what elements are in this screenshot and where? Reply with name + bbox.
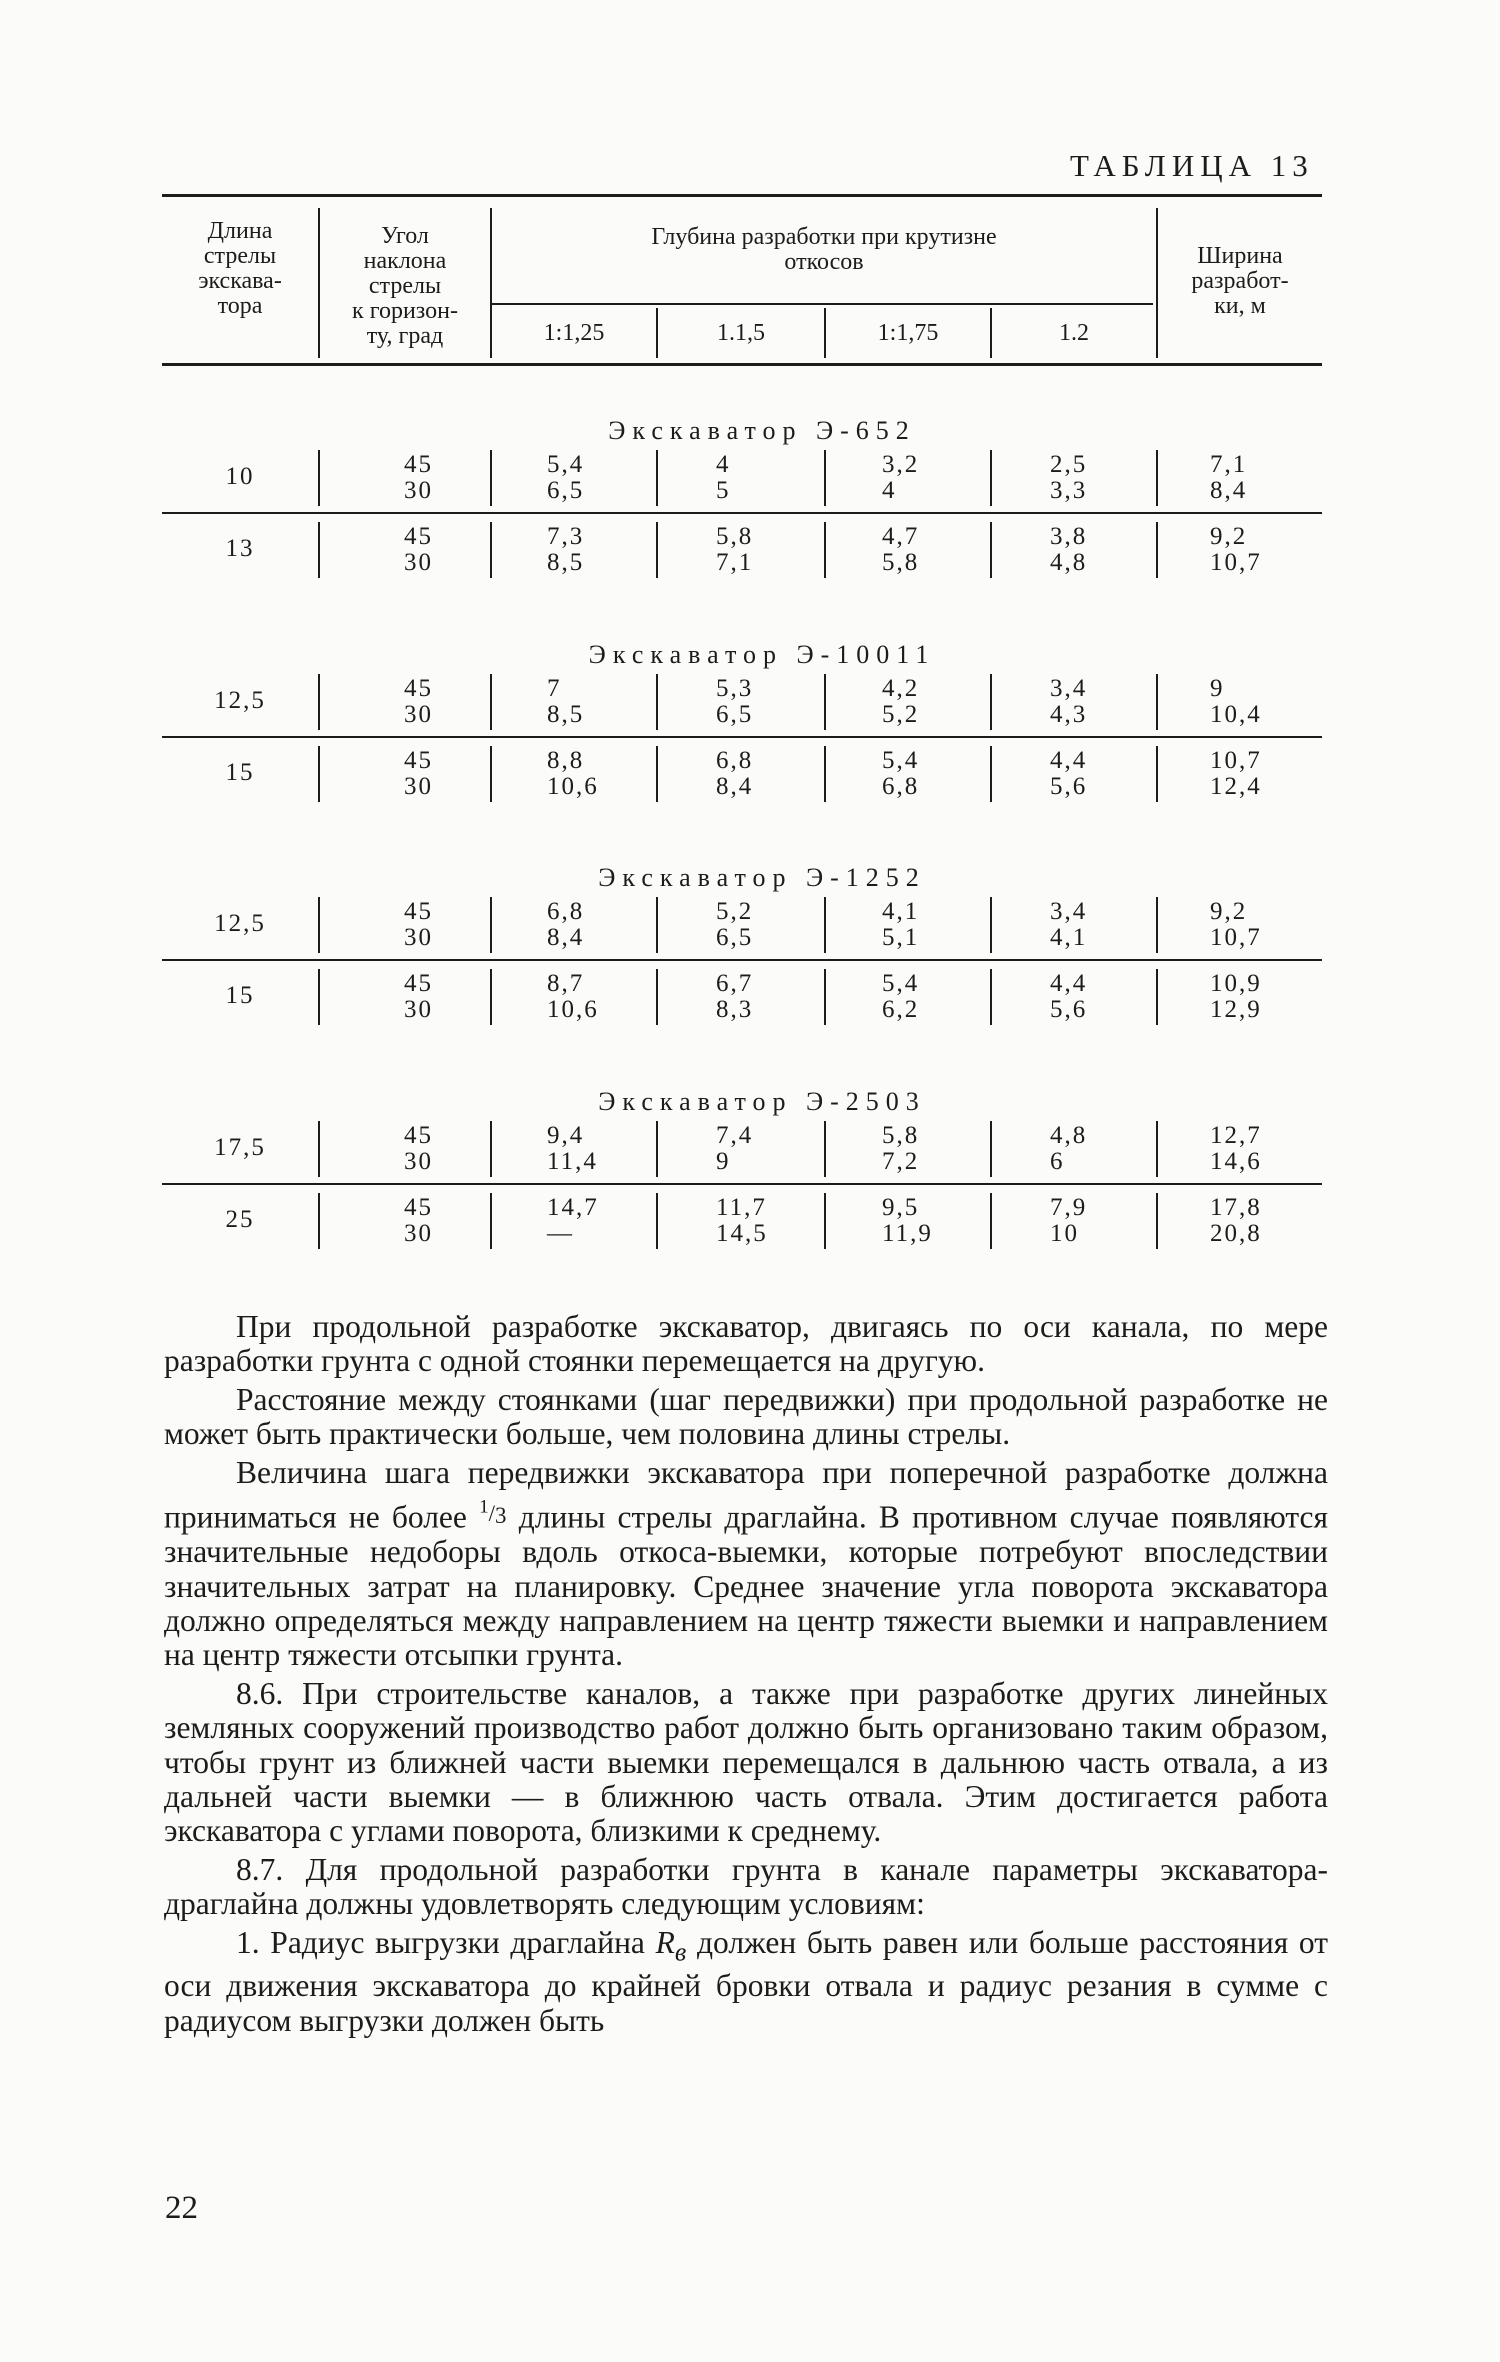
cell-divider [824,969,826,1025]
cell-boom: 15 [225,759,255,786]
cell-d1 [547,524,584,576]
cell-divider [990,897,992,953]
paragraph-8-6: 8.6. При строительстве каналов, а также при разработке других линейных земляных сооружений производство работ должно быть организовано таким образом, чтобы грунт из ближней части выемки перемещался в дальнюю часть отвала, а из дальней части выемки — в ближнюю часть отвала. Этим достигается работа экскаватора с углами поворота, близкими к среднему. [164,1675,1328,1849]
cell-value: 9,2 [1210,523,1248,550]
paragraph-condition-1 [164,1926,1328,2039]
cell-value: — [547,1220,574,1247]
cell-divider [318,1193,320,1249]
cell-value: 10 [1050,1220,1079,1247]
cell-width [1210,524,1262,576]
section-title: Экскаватор Э-2503 [598,1087,926,1116]
cell-divider [318,522,320,578]
cell-value: 6,7 [716,970,754,997]
cell-d1 [547,1123,598,1175]
cell-value: 5,6 [1050,773,1088,800]
cell-value: 30 [404,996,433,1023]
cell-angles [404,971,433,1023]
cell-value: 8,8 [547,747,585,774]
cell-d1 [547,676,584,728]
header-slope-1: 1:1,25 [543,319,605,346]
cell-divider [990,522,992,578]
cell-divider [490,1121,492,1177]
table-row [162,748,1322,800]
cell-value: 9,4 [547,1122,585,1149]
cell-value: 14,7 [547,1194,599,1221]
cell-value: 6,8 [882,773,920,800]
cell-divider [656,1121,658,1177]
cell-value: 7,9 [1050,1194,1088,1221]
paragraph-text: Величина шага передвижки экскаватора при поперечной разработке должна приниматься не более [164,1454,1328,1535]
row-separator [162,959,1322,961]
cell-value: 4,8 [1050,549,1088,576]
header-line: ту, град [366,322,444,349]
cell-divider [656,897,658,953]
cell-value: 30 [404,477,433,504]
cell-width [1210,748,1262,800]
cell-value: 11,9 [882,1220,933,1247]
cell-divider [490,450,492,506]
cell-value: 9,2 [1210,898,1248,925]
cell-divider [824,1193,826,1249]
cell-value: 45 [404,898,433,925]
cell-angles [404,899,433,951]
row-separator [162,1183,1322,1185]
cell-d4 [1050,524,1087,576]
cell-d4 [1050,971,1087,1023]
cell-value: 30 [404,549,433,576]
cell-value: 12,4 [1210,773,1262,800]
cell-value: 30 [404,701,433,728]
table-row [162,452,1322,504]
cell-boom: 15 [225,982,255,1009]
cell-d2 [716,676,753,728]
section-title: Экскаватор Э-1252 [598,863,926,892]
cell-d1 [547,971,599,1023]
cell-value: 4,1 [882,898,920,925]
cell-value: 12,7 [1210,1122,1262,1149]
cell-value: 30 [404,1220,433,1247]
cell-boom: 13 [225,535,255,562]
section-title: Экскаватор Э-652 [608,416,916,445]
cell-d1 [547,1195,599,1247]
header-width [1158,236,1322,326]
header-line: Глубина разработки при крутизне [651,224,997,250]
cell-value: 10,4 [1210,701,1262,728]
cell-value: 5,4 [547,451,585,478]
cell-value: 7 [547,675,562,702]
cell-value: 3,3 [1050,477,1088,504]
cell-value: 5,4 [882,747,920,774]
cell-value: 45 [404,523,433,550]
cell-divider [490,746,492,802]
fraction-one-third: 1/3 [479,1496,507,1528]
cell-angles [404,524,433,576]
cell-value: 7,3 [547,523,585,550]
cell-value: 8,4 [716,773,754,800]
cell-d3 [882,748,919,800]
cell-divider [656,674,658,730]
cell-d2 [716,748,753,800]
cell-value: 5,1 [882,924,920,951]
table-top-rule [162,194,1322,197]
cell-value: 10,6 [547,773,599,800]
cell-value: 4,2 [882,675,920,702]
cell-divider [824,1121,826,1177]
cell-divider [990,746,992,802]
cell-divider [990,674,992,730]
header-boom-angle [320,212,490,360]
header-line: разработ- [1191,267,1289,294]
cell-divider [990,450,992,506]
cell-value: 5,2 [882,701,920,728]
cell-boom: 10 [225,463,255,490]
cell-width [1210,971,1262,1023]
cell-value: 4 [882,477,897,504]
cell-angles [404,1195,433,1247]
cell-d2 [716,1195,768,1247]
cell-divider [1156,746,1158,802]
cell-value: 5,4 [882,970,920,997]
cell-value: 3,2 [882,451,920,478]
cell-boom: 25 [225,1206,255,1233]
table-row [162,676,1322,728]
variable-letter: R [655,1924,675,1960]
cell-divider [990,1193,992,1249]
cell-value: 45 [404,675,433,702]
cell-value: 6,5 [716,701,754,728]
paragraph-8-7: 8.7. Для продольной разработки грунта в канале параметры экскаватора-драглайна должны удовлетворять следующим условиям: [164,1851,1328,1922]
cell-divider [1156,897,1158,953]
cell-value: 4,3 [1050,701,1088,728]
cell-divider [318,1121,320,1177]
cell-width [1210,899,1262,951]
header-depth-group [492,220,1156,280]
cell-d3 [882,1195,933,1247]
cell-value: 7,2 [882,1148,920,1175]
cell-divider [824,897,826,953]
cell-boom: 12,5 [214,910,266,937]
cell-value: 8,5 [547,549,585,576]
fraction-denominator: 3 [495,1502,507,1528]
cell-d3 [882,899,919,951]
table-row [162,1195,1322,1247]
cell-value: 3,8 [1050,523,1088,550]
cell-divider [1156,969,1158,1025]
cell-d2 [716,971,753,1023]
cell-divider [318,897,320,953]
cell-width [1210,452,1247,504]
cell-divider [656,969,658,1025]
cell-divider [318,746,320,802]
cell-d3 [882,524,919,576]
cell-value: 4,7 [882,523,920,550]
cell-value: 6,8 [547,898,585,925]
cell-d2 [716,452,731,504]
table-caption: ТАБЛИЦА 13 [1070,148,1314,183]
cell-value: 20,8 [1210,1220,1262,1247]
header-line: к горизон- [352,297,458,324]
cell-divider [490,522,492,578]
cell-value: 11,4 [547,1148,598,1175]
cell-d4 [1050,676,1087,728]
cell-value: 9 [1210,675,1225,702]
cell-divider [824,746,826,802]
cell-d4 [1050,1123,1087,1175]
cell-d4 [1050,899,1087,951]
cell-divider [656,450,658,506]
header-boom-length [162,214,318,324]
cell-value: 45 [404,970,433,997]
cell-divider [990,969,992,1025]
cell-value: 4,8 [1050,1122,1088,1149]
cell-value: 7,1 [716,549,754,576]
paragraph: Расстояние между стоянками (шаг передвижки) при продольной разработке не может быть практически больше, чем половина длины стрелы. [164,1381,1328,1452]
header-line: наклона [363,247,447,274]
cell-angles [404,452,433,504]
header-subrule [492,303,1153,305]
row-separator [162,512,1322,514]
cell-divider [1156,522,1158,578]
header-line: Ширина [1197,242,1283,269]
cell-value: 9,5 [882,1194,920,1221]
cell-divider [824,450,826,506]
header-line: ки, м [1214,292,1266,319]
cell-value: 12,9 [1210,996,1262,1023]
cell-value: 6,2 [882,996,920,1023]
cell-value: 7,4 [716,1122,754,1149]
paragraph [164,1456,1328,1673]
cell-divider [490,674,492,730]
fraction-numerator: 1 [479,1496,489,1518]
cell-value: 5,8 [716,523,754,550]
cell-value: 8,5 [547,701,585,728]
header-line: экскава- [198,268,282,294]
cell-value: 45 [404,747,433,774]
variable-subscript: в [674,1936,687,1966]
cell-value: 17,8 [1210,1194,1262,1221]
cell-value: 45 [404,1194,433,1221]
cell-value: 45 [404,451,433,478]
cell-divider [1156,1193,1158,1249]
cell-value: 30 [404,773,433,800]
cell-width [1210,1123,1262,1175]
cell-value: 6,5 [547,477,585,504]
cell-value: 10,7 [1210,549,1262,576]
cell-boom: 17,5 [214,1134,266,1161]
cell-divider [1156,450,1158,506]
cell-width [1210,676,1262,728]
row-separator [162,736,1322,738]
cell-value: 30 [404,1148,433,1175]
cell-value: 9 [716,1148,731,1175]
cell-value: 5,8 [882,1122,920,1149]
cell-value: 3,4 [1050,898,1088,925]
cell-divider [656,522,658,578]
header-line: Длина [207,218,273,244]
header-bottom-rule [162,363,1322,366]
cell-value: 2,5 [1050,451,1088,478]
cell-boom: 12,5 [214,687,266,714]
cell-value: 4,4 [1050,970,1088,997]
cell-divider [318,674,320,730]
table-row [162,899,1322,951]
cell-value: 6 [1050,1148,1065,1175]
cell-value: 10,7 [1210,747,1262,774]
cell-divider [824,522,826,578]
cell-value: 10,6 [547,996,599,1023]
table-row [162,524,1322,576]
cell-value: 45 [404,1122,433,1149]
header-slope-3: 1:1,75 [877,319,939,346]
paragraph-text: 1. Радиус выгрузки драглайна [236,1924,645,1960]
cell-divider [490,897,492,953]
cell-value: 30 [404,924,433,951]
cell-d4 [1050,452,1087,504]
cell-value: 11,7 [716,1194,767,1221]
cell-divider [490,969,492,1025]
cell-value: 8,4 [1210,477,1248,504]
cell-value: 14,5 [716,1220,768,1247]
cell-width [1210,1195,1262,1247]
cell-divider [824,674,826,730]
cell-d1 [547,748,599,800]
cell-angles [404,676,433,728]
cell-value: 4 [716,451,731,478]
cell-d3 [882,971,919,1023]
cell-d3 [882,452,919,504]
cell-value: 14,6 [1210,1148,1262,1175]
cell-value: 10,9 [1210,970,1262,997]
cell-d3 [882,676,919,728]
cell-value: 6,8 [716,747,754,774]
cell-value: 10,7 [1210,924,1262,951]
cell-value: 4,1 [1050,924,1088,951]
cell-d1 [547,452,584,504]
cell-angles [404,1123,433,1175]
cell-divider [318,969,320,1025]
cell-divider [1156,1121,1158,1177]
cell-value: 5,3 [716,675,754,702]
header-line: стрелы [203,243,277,269]
cell-d2 [716,899,753,951]
section-title: Экскаватор Э-10011 [588,640,936,669]
cell-value: 3,4 [1050,675,1088,702]
cell-divider [1156,674,1158,730]
table-row [162,1123,1322,1175]
cell-d3 [882,1123,919,1175]
cell-d4 [1050,748,1087,800]
cell-divider [318,450,320,506]
cell-d1 [547,899,584,951]
cell-value: 7,1 [1210,451,1248,478]
cell-value: 8,3 [716,996,754,1023]
paragraph: При продольной разработке экскаватор, двигаясь по оси канала, по мере разработки грунта с одной стоянки перемещается на другую. [164,1309,1328,1379]
cell-d2 [716,1123,753,1175]
cell-value: 4,4 [1050,747,1088,774]
cell-value: 5,2 [716,898,754,925]
header-slope-2: 1.1,5 [717,319,765,346]
cell-value: 5 [716,477,731,504]
cell-divider [656,746,658,802]
paragraph-text: должен быть равен или больше расстояния от оси движения экскаватора до крайней бровки отвала и радиус резания в сумме с радиусом выгрузки должен быть [164,1924,1328,2038]
cell-divider [490,1193,492,1249]
header-line: откосов [784,249,864,275]
cell-value: 8,4 [547,924,585,951]
paragraph-text: длины стрелы драглайна. В противном случае появляются значительные недоборы вдоль откоса-выемки, которые потребуют впоследствии значительных затрат на планировку. Среднее значение угла поворота экскаватора должно определяться между направлением на центр тяжести выемки и направлением на центр тяжести отсыпки грунта. [164,1499,1328,1673]
header-line: тора [217,293,263,319]
cell-divider [656,1193,658,1249]
cell-d4 [1050,1195,1087,1247]
cell-angles [404,748,433,800]
header-slope-4: 1.2 [1059,319,1089,346]
cell-divider [990,1121,992,1177]
table-row [162,971,1322,1023]
header-line: стрелы [368,272,442,299]
cell-value: 6,5 [716,924,754,951]
page-number: 22 [165,2190,198,2226]
header-line: Угол [381,222,429,249]
cell-value: 5,8 [882,549,920,576]
cell-value: 8,7 [547,970,585,997]
body-text [164,1310,1328,2038]
cell-value: 5,6 [1050,996,1088,1023]
cell-d2 [716,524,753,576]
variable-r [655,1924,687,1966]
